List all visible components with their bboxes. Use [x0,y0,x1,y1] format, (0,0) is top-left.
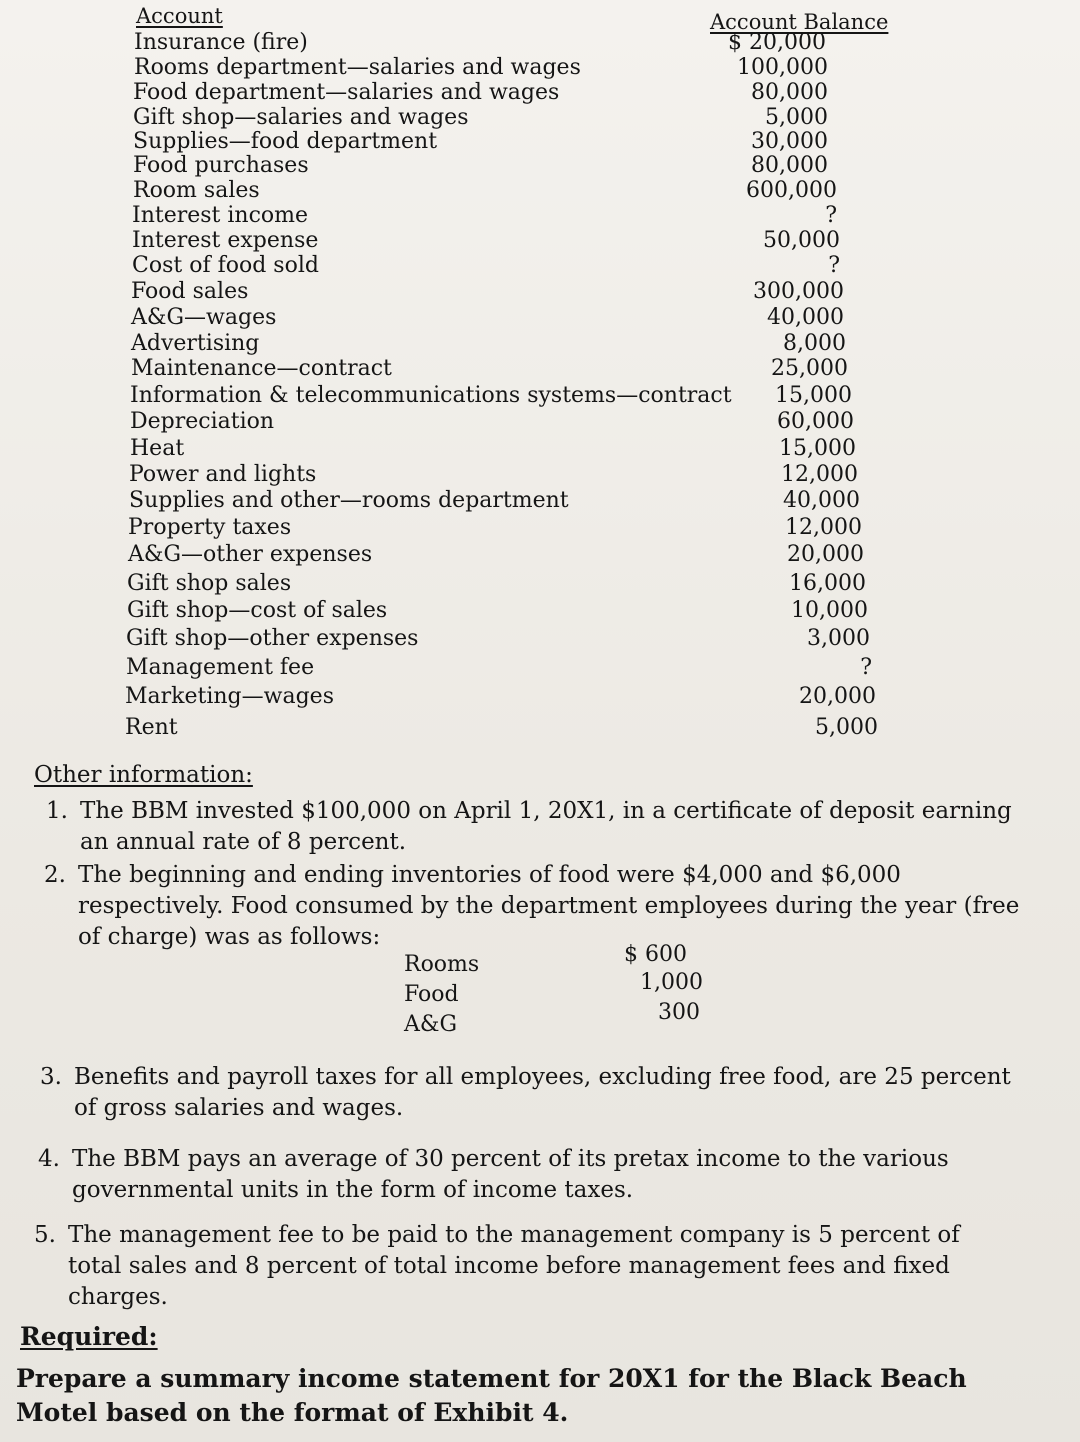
note-number: 4. [38,1146,60,1172]
account-name: Supplies—food department [133,129,438,154]
note-item [38,1144,1028,1208]
account-name: Interest expense [132,228,319,253]
account-balance: ? [860,655,872,680]
note-text: Benefits and payroll taxes for all employees, excluding free food, are 25 percent of gross salaries and wages. [74,1064,1011,1121]
emp-food-dept: Rooms [404,952,480,977]
account-balance: 20,000 [799,684,876,709]
note-item [44,860,1024,956]
account-balance: $ 20,000 [728,30,826,55]
account-balance: 40,000 [783,488,860,513]
account-name: A&G—wages [131,305,277,330]
account-name: Maintenance—contract [131,356,392,381]
emp-food-dept: A&G [404,1012,458,1037]
account-name: Interest income [132,203,309,228]
note-number: 1. [46,798,68,824]
note-number: 2. [44,862,66,888]
note-item [40,1062,1030,1126]
account-name: Marketing—wages [125,684,334,709]
account-name: Advertising [131,331,260,356]
account-balance: 25,000 [771,356,848,381]
account-name: Gift shop—salaries and wages [133,105,469,130]
account-balance: 5,000 [815,715,878,740]
account-balance: 60,000 [777,409,854,434]
account-balance: 300,000 [753,279,844,304]
emp-food-amount: 1,000 [640,970,703,995]
emp-food-amount: $ 600 [624,942,687,967]
note-number: 5. [34,1222,56,1248]
account-name: Heat [130,436,185,461]
note-text: The beginning and ending inventories of food were $4,000 and $6,000 respectively. Food consumed by the department employees during the year (free of charge) was as follows: [78,862,1020,950]
account-balance: 16,000 [789,571,866,596]
note-text: The BBM pays an average of 30 percent of its pretax income to the various governmental units in the form of income taxes. [72,1146,949,1203]
column-header-balance: Account Balance [710,10,889,34]
account-name: Gift shop—other expenses [126,626,419,651]
account-name: Gift shop sales [127,571,292,596]
required-text: Prepare a summary income statement for 20X1 for the Black Beach Motel based on the format of Exhibit 4. [16,1364,967,1427]
account-name: Property taxes [128,515,292,540]
account-balance: 10,000 [791,598,868,623]
account-name: Food purchases [133,153,309,178]
note-item [46,796,1026,860]
emp-food-amount: 300 [658,1000,700,1025]
column-header-account: Account [136,4,223,28]
account-balance: ? [825,203,837,228]
account-balance: 80,000 [751,153,828,178]
account-name: Rent [125,715,178,740]
account-name: Cost of food sold [132,253,319,278]
account-balance: 3,000 [807,626,870,651]
other-information-heading: Other information: [34,762,253,788]
account-name: A&G—other expenses [128,542,373,567]
account-name: Room sales [133,178,260,203]
note-text: The management fee to be paid to the management company is 5 percent of total sales and 8 percent of total income before management fees and fixed charges. [68,1222,960,1310]
account-balance: ? [828,253,840,278]
account-balance: 12,000 [785,515,862,540]
note-number: 3. [40,1064,62,1090]
account-balance: 80,000 [751,80,828,105]
account-balance: 40,000 [767,305,844,330]
account-balance: 50,000 [763,228,840,253]
account-balance: 15,000 [775,383,852,408]
account-name: Rooms department—salaries and wages [134,55,581,80]
note-text: The BBM invested $100,000 on April 1, 20X1, in a certificate of deposit earning an annual rate of 8 percent. [80,798,1012,855]
account-balance: 30,000 [751,129,828,154]
account-balance: 20,000 [787,542,864,567]
account-balance: 15,000 [779,436,856,461]
account-balance: 5,000 [765,105,828,130]
account-name: Gift shop—cost of sales [127,598,388,623]
note-item [34,1220,1034,1310]
account-balance: 600,000 [746,178,837,203]
account-name: Depreciation [130,409,275,434]
account-balance: 8,000 [783,331,846,356]
account-name: Food department—salaries and wages [133,80,560,105]
account-name: Power and lights [129,462,317,487]
account-name: Supplies and other—rooms department [129,488,569,513]
account-balance: 100,000 [737,55,828,80]
required-heading: Required: [20,1322,158,1351]
account-name: Information & telecommunications systems—contract [130,383,732,408]
account-balance: 12,000 [781,462,858,487]
account-name: Food sales [131,279,249,304]
account-name: Insurance (fire) [134,30,308,55]
account-name: Management fee [126,655,315,680]
emp-food-dept: Food [404,982,459,1007]
